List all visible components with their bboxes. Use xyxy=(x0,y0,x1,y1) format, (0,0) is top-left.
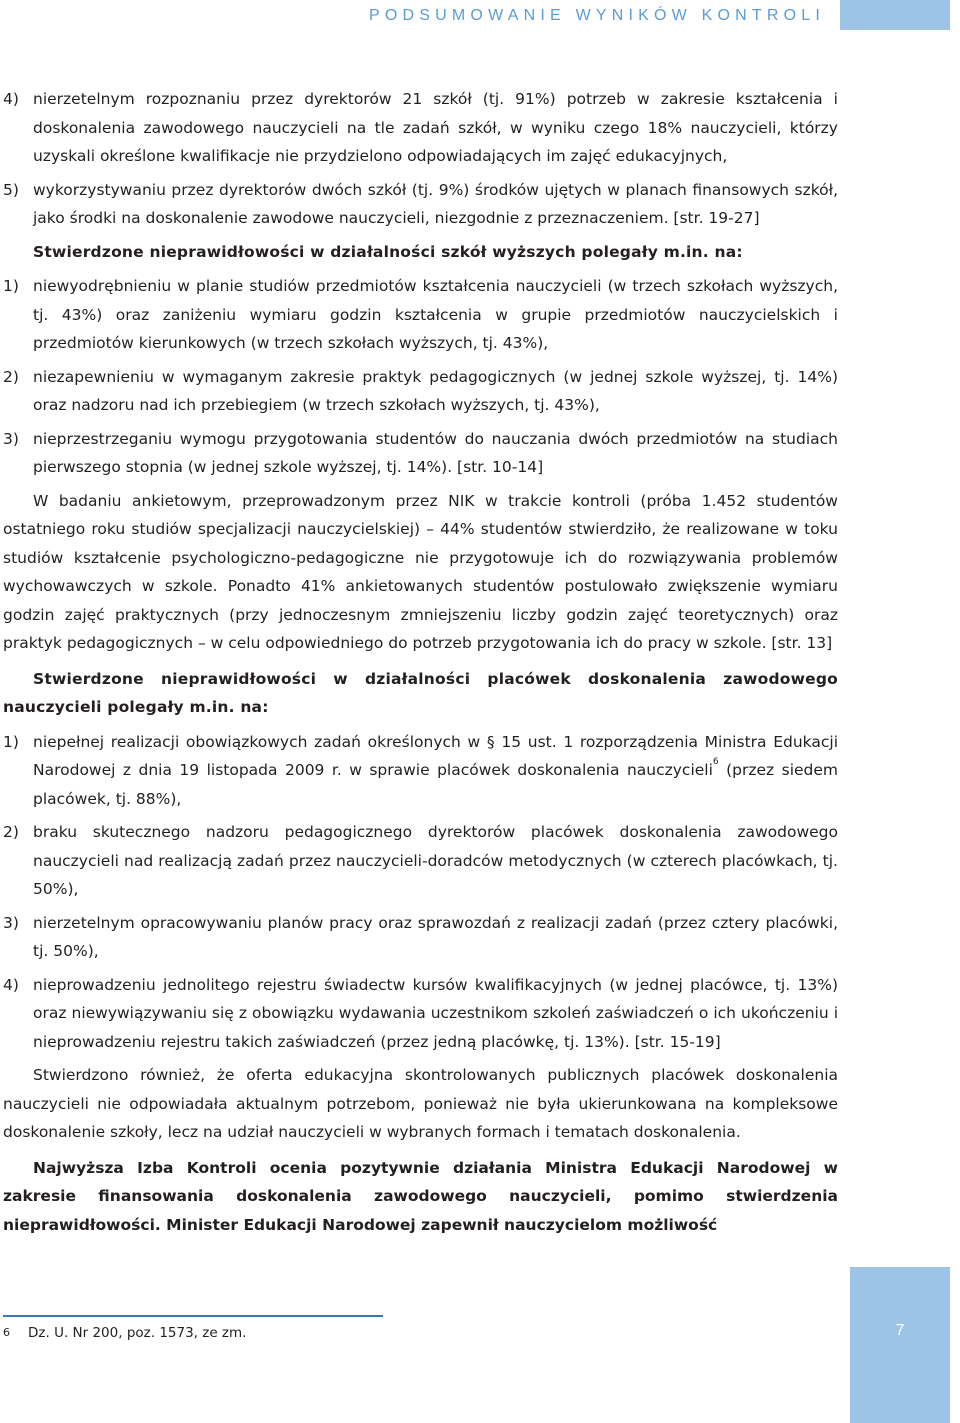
page-number: 7 xyxy=(895,1322,905,1339)
list-item xyxy=(3,176,838,233)
list-item-number: 5) xyxy=(3,180,19,199)
section-heading-universities: Stwierdzone nieprawidłowości w działalności szkół wyższych polegały m.in. na: xyxy=(33,242,743,261)
list-item-number: 4) xyxy=(3,90,19,108)
list-item-text xyxy=(33,728,838,814)
list-item-text-part: niepełnej realizacji obowiązkowych zadań określonych w § 15 ust. 1 rozporządzenia Ministra Edukacji Narodowej z dnia 19 listopada 2009 r. w sprawie placówek doskonalenia nauczycieli xyxy=(33,732,838,779)
list-item xyxy=(3,818,838,904)
list-item-text: nieprzestrzeganiu wymogu przygotowania studentów do nauczania dwóch przedmiotów na studiach pierwszego stopnia (w jednej szkole wyższej, tj. 14%). [str. 10-14] xyxy=(33,429,838,476)
list-item xyxy=(3,85,838,171)
list-item-text-part: (przez siedem placówek, tj. 88%), xyxy=(33,761,839,808)
offer-paragraph: Stwierdzono również, że oferta edukacyjna skontrolowanych publicznych placówek doskonalenia nauczycieli nie odpowiadała aktualnym potrzebom, ponieważ nie była ukierunkowana na kompleksowe doskonalenie szkoły, lecz na udział nauczycieli w wybranych formach i tematach doskonalenia. xyxy=(3,1066,838,1141)
header-tab-decoration xyxy=(840,0,950,30)
footnote-divider xyxy=(3,1315,383,1317)
section-heading-teacher-training-centres: Stwierdzone nieprawidłowości w działalności placówek doskonalenia zawodowego nauczycieli polegały m.in. na: xyxy=(3,669,838,716)
list-item xyxy=(3,272,838,358)
list-item xyxy=(3,971,838,1057)
footnote-reference: 6 xyxy=(712,757,719,767)
list-item-text: nierzetelnym rozpoznaniu przez dyrektorów 21 szkół (tj. 91%) potrzeb w zakresie kształcenia i doskonalenia zawodowego nauczycieli na tle zadań szkół, w wyniku czego 18% nauczycieli, którzy uzyskali określone kwalifikacje nie przydzielono odpowiadających im zajęć edukacyjnych, xyxy=(33,90,838,165)
list-item-number: 1) xyxy=(3,732,19,751)
list-item-number: 2) xyxy=(3,367,19,386)
page-content xyxy=(3,85,838,1246)
assessment-paragraph: Najwyższa Izba Kontroli ocenia pozytywnie działania Ministra Edukacji Narodowej w zakresie finansowania doskonalenia zawodowego nauczycieli, pomimo stwierdzenia nieprawidłowości. Minister Edukacji Narodowej zapewnił nauczycielom możliwość xyxy=(3,1158,838,1234)
list-item-text: nieprowadzeniu jednolitego rejestru świadectw kursów kwalifikacyjnych (w jednej placówce, tj. 13%) oraz niewywiązywaniu się z obowiązku wydawania uczestnikom szkoleń zaświadczeń o ich ukończeniu i nieprowadzeniu rejestru takich zaświadczeń (przez jedną placówkę, tj. 13%). [str. 15-19] xyxy=(33,975,838,1051)
running-header-title: PODSUMOWANIE WYNIKÓW KONTROLI xyxy=(369,7,825,24)
survey-paragraph: W badaniu ankietowym, przeprowadzonym przez NIK w trakcie kontroli (próba 1.452 studentów ostatniego roku studiów specjalizacji nauczycielskiej) – 44% studentów stwierdziło, że realizowane w toku studiów kształcenie psychologiczno-pedagogiczne nie przygotowuje ich do rozwiązywania problemów wychowawczych w szkole. Ponadto 41% ankietowanych studentów postulowało zwiększenie wymiaru godzin zajęć praktycznych (przy jednoczesnym zmniejszeniu liczby godzin zajęć teoretycznych) oraz praktyk pedagogicznych – w celu odpowiedniego do potrzeb przygotowania ich do pracy w szkole. [str. 13] xyxy=(3,491,838,652)
footnote xyxy=(3,1323,246,1343)
list-item xyxy=(3,728,838,814)
footnote-mark: 6 xyxy=(3,1326,10,1339)
list-item-number: 4) xyxy=(3,975,19,994)
list-item-text: niezapewnieniu w wymaganym zakresie praktyk pedagogicznych (w jednej szkole wyższej, tj. 14%) oraz nadzoru nad ich przebiegiem (w trzech szkołach wyższych, tj. 43%), xyxy=(33,367,838,414)
list-item-text: niewyodrębnieniu w planie studiów przedmiotów kształcenia nauczycieli (w trzech szkołach wyższych, tj. 43%) oraz zaniżeniu wymiaru godzin kształcenia w grupie przedmiotów nauczycielskich i przedmiotów kierunkowych (w trzech szkołach wyższych, tj. 43%), xyxy=(33,277,838,352)
list-item-text: braku skutecznego nadzoru pedagogicznego dyrektorów placówek doskonalenia zawodowego nauczycieli nad realizacją zadań przez nauczycieli-doradców metodycznych (w czterech placówkach, tj. 50%), xyxy=(33,823,838,898)
list-item-text: nierzetelnym opracowywaniu planów pracy oraz sprawozdań z realizacji zadań (przez cztery placówki, tj. 50%), xyxy=(33,913,838,960)
list-item-text: wykorzystywaniu przez dyrektorów dwóch szkół (tj. 9%) środków ujętych w planach finansowych szkół, jako środki na doskonalenie zawodowe nauczycieli, niezgodnie z przeznaczeniem. [str. 19-27] xyxy=(33,180,838,227)
list-item-number: 2) xyxy=(3,823,19,841)
list-item-number: 1) xyxy=(3,277,19,295)
list-item xyxy=(3,363,838,420)
list-item xyxy=(3,909,838,966)
list-item xyxy=(3,425,838,482)
list-item-number: 3) xyxy=(3,429,19,448)
page-number-tab xyxy=(850,1267,950,1423)
footnote-text: Dz. U. Nr 200, poz. 1573, ze zm. xyxy=(28,1325,247,1341)
list-item-number: 3) xyxy=(3,913,19,932)
